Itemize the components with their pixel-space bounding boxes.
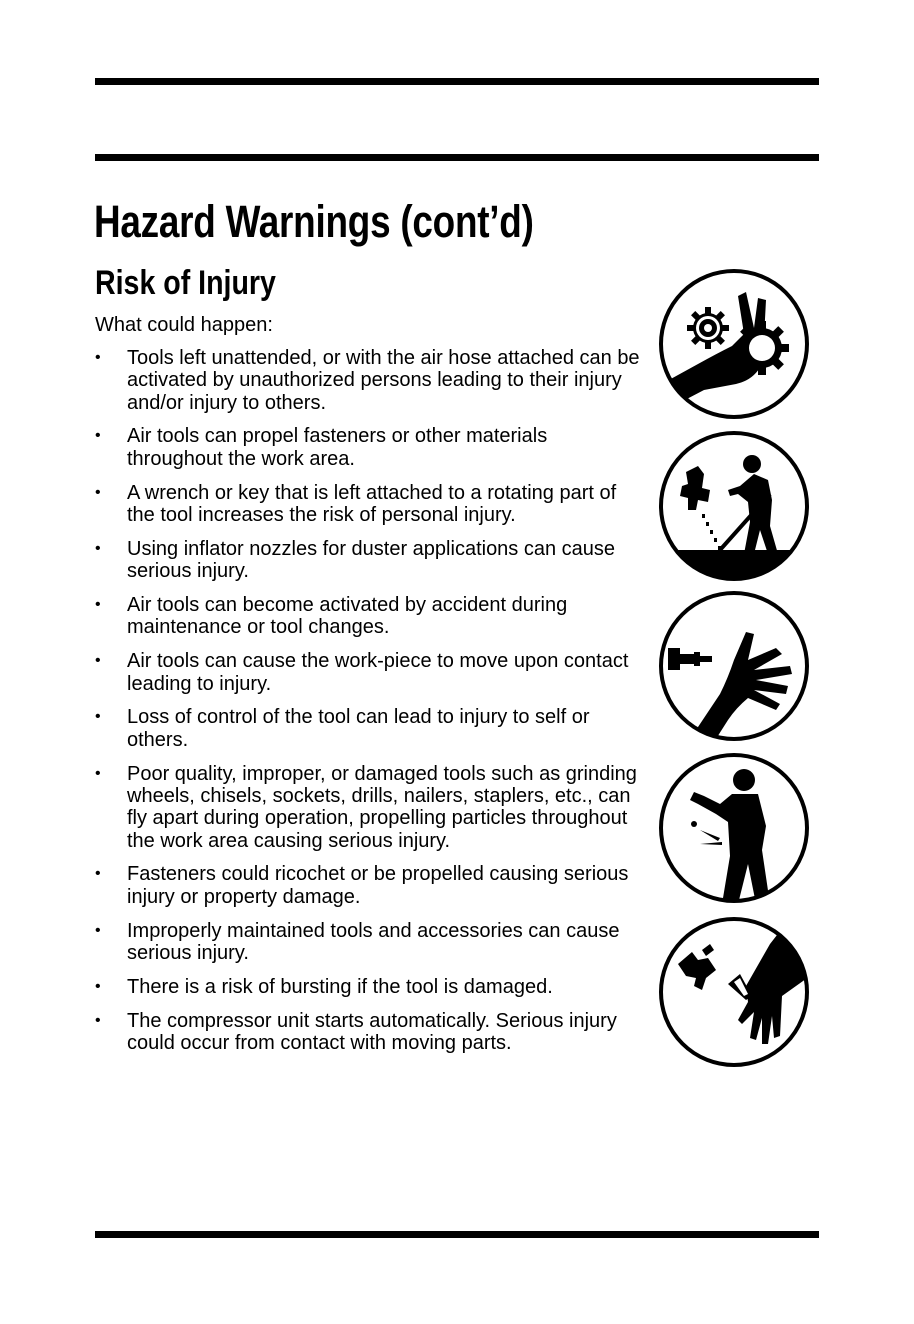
page-title: Hazard Warnings (cont’d) — [94, 196, 534, 247]
list-item-text: Using inflator nozzles for duster applications can cause serious injury. — [127, 537, 616, 583]
tool-bursting-at-hand-icon — [658, 916, 810, 1068]
list-item — [95, 650, 640, 695]
tool-striking-hand-icon — [658, 590, 810, 742]
bullet-marker: • — [95, 708, 101, 726]
list-item-text: A wrench or key that is left attached to a rotating part of the tool increases the risk of personal injury. — [127, 481, 617, 526]
footer-rule — [95, 1231, 819, 1238]
list-item — [95, 1010, 640, 1055]
list-item — [95, 706, 640, 751]
bullet-marker: • — [95, 921, 101, 939]
list-item-text: The compressor unit starts automatically. Serious injury could occur from contact with moving parts. — [127, 1009, 617, 1054]
bullet-marker: • — [95, 596, 101, 614]
hand-in-gears-icon — [658, 268, 810, 420]
bullet-marker: • — [95, 1011, 101, 1029]
bullet-marker: • — [95, 539, 101, 557]
bullet-marker: • — [95, 865, 101, 883]
list-item — [95, 920, 640, 965]
list-item-text: Improperly maintained tools and accessories can cause serious injury. — [127, 919, 620, 964]
list-item-text: Tools left unattended, or with the air hose attached can be activated by unauthorized persons leading to their injury and/or injury to others. — [127, 347, 640, 414]
hazard-list — [95, 347, 640, 1066]
list-item — [95, 863, 640, 908]
section-title: Risk of Injury — [95, 264, 276, 302]
bullet-marker: • — [95, 349, 101, 366]
list-item — [95, 594, 640, 639]
bullet-marker: • — [95, 764, 101, 782]
list-item — [95, 425, 640, 470]
list-item-text: Air tools can become activated by accident during maintenance or tool changes. — [127, 594, 568, 639]
bullet-marker: • — [95, 652, 101, 670]
list-item — [95, 347, 640, 414]
bullet-marker: • — [95, 977, 101, 995]
bullet-marker: • — [95, 427, 101, 445]
bullet-marker: • — [95, 483, 101, 501]
list-item — [95, 538, 640, 583]
list-item-text: Air tools can cause the work-piece to move upon contact leading to injury. — [127, 650, 629, 695]
person-blown-back-by-air-icon — [658, 430, 810, 582]
person-hit-by-projectile-icon — [658, 752, 810, 904]
intro-text: What could happen: — [95, 314, 273, 336]
list-item-text: Loss of control of the tool can lead to injury to self or others. — [127, 706, 590, 751]
list-item-text: Poor quality, improper, or damaged tools such as grinding wheels, chisels, sockets, drills, nailers, staplers, etc., can fly apart during operation, propelling particles throughout the work area causing serious injury. — [127, 762, 637, 852]
header-rule — [95, 154, 819, 161]
list-item — [95, 763, 640, 852]
list-item — [95, 482, 640, 527]
top-rule — [95, 78, 819, 85]
list-item-text: Air tools can propel fasteners or other materials throughout the work area. — [127, 425, 548, 470]
list-item-text: Fasteners could ricochet or be propelled causing serious injury or property damage. — [127, 863, 629, 908]
list-item-text: There is a risk of bursting if the tool is damaged. — [127, 975, 553, 998]
list-item — [95, 976, 640, 998]
